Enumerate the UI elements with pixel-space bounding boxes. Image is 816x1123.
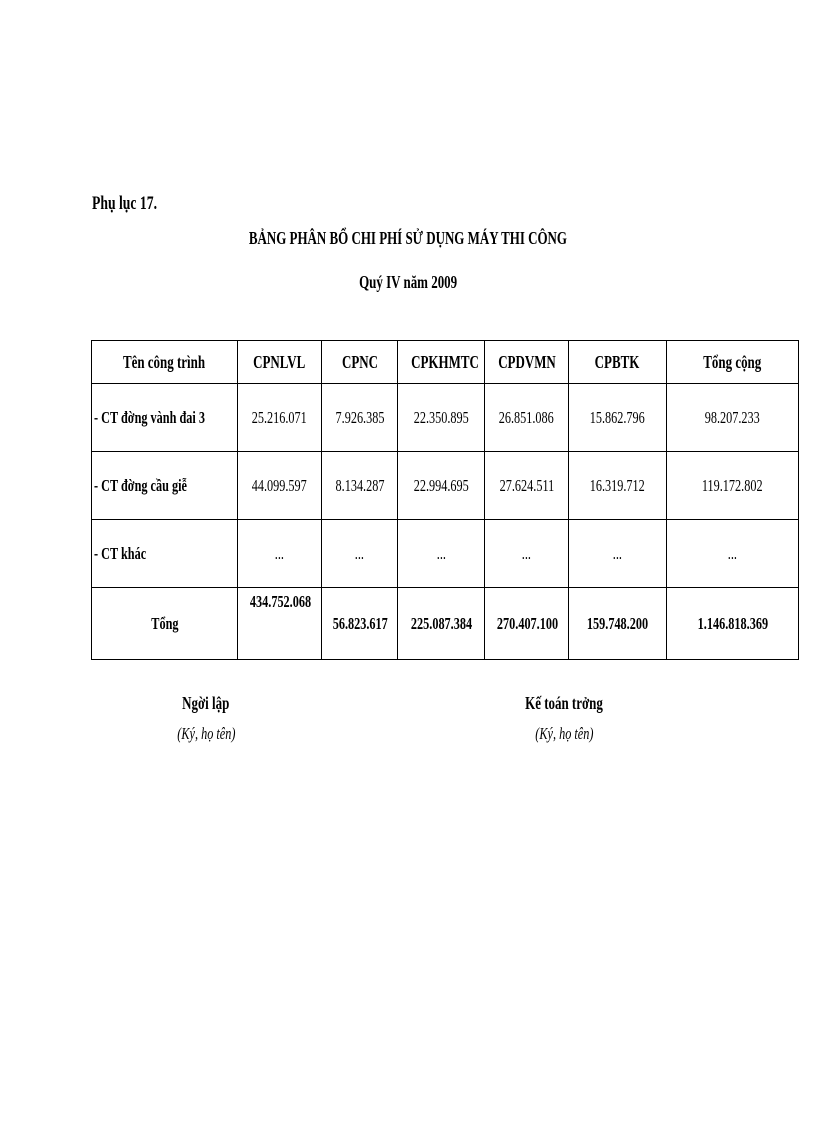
table-cell <box>485 520 569 588</box>
header-cell <box>238 341 322 384</box>
table-cell <box>322 384 398 452</box>
row-label-cell <box>92 452 238 520</box>
cell-value: ... <box>612 543 623 563</box>
cell-value: ... <box>274 543 285 563</box>
total-cell <box>485 588 569 660</box>
table-row <box>92 384 799 452</box>
cell-value: 25.216.071 <box>251 407 308 427</box>
document-subtitle-text: Quý IV năm 2009 <box>358 272 458 292</box>
total-value: 434.752.068 <box>249 592 312 611</box>
header-cell <box>92 341 238 384</box>
document-title-text: BẢNG PHÂN BỔ CHI PHÍ SỬ DỤNG MÁY THI CÔNG <box>248 228 568 248</box>
total-cell <box>398 588 485 660</box>
cell-value: 26.851.086 <box>498 407 555 427</box>
cell-value: 98.207.233 <box>704 407 761 427</box>
preparer-title <box>106 693 306 714</box>
total-label-cell <box>92 588 238 660</box>
table-cell <box>485 384 569 452</box>
preparer-note-text: (Ký, họ tên) <box>176 724 236 743</box>
total-value: 159.748.200 <box>586 613 649 633</box>
table-cell <box>569 520 667 588</box>
row-label: - CT đờng cầu giễ <box>94 475 187 495</box>
table-cell <box>398 384 485 452</box>
row-label-cell <box>92 520 238 588</box>
accountant-signature-block <box>464 693 664 744</box>
cell-value: 27.624.511 <box>499 475 554 495</box>
table-cell <box>238 452 322 520</box>
table-cell <box>238 384 322 452</box>
total-value: 225.087.384 <box>410 613 472 633</box>
accountant-title <box>464 693 664 714</box>
row-label: - CT khác <box>94 543 147 563</box>
document-title <box>0 228 816 249</box>
row-label-cell <box>92 384 238 452</box>
cell-value: 22.350.895 <box>413 407 469 427</box>
cost-allocation-table <box>91 340 799 660</box>
total-value: 56.823.617 <box>332 613 388 633</box>
table-cell <box>398 452 485 520</box>
appendix-label-text: Phụ lục 17. <box>92 193 158 214</box>
table-cell <box>667 384 799 452</box>
total-value: 270.407.100 <box>496 613 559 633</box>
preparer-note <box>106 724 306 744</box>
cell-value: ... <box>727 543 738 563</box>
appendix-label <box>92 193 182 215</box>
accountant-note-text: (Ký, họ tên) <box>534 724 594 743</box>
table-cell <box>667 452 799 520</box>
cell-value: ... <box>521 543 532 563</box>
table-cell <box>238 520 322 588</box>
total-label: Tổng <box>150 613 179 633</box>
header-cpnc: CPNC <box>341 351 378 372</box>
cell-value: 7.926.385 <box>335 407 384 427</box>
header-cell <box>485 341 569 384</box>
table-row <box>92 520 799 588</box>
cell-value: 22.994.695 <box>413 475 469 495</box>
table-row <box>92 452 799 520</box>
cell-value: 119.172.802 <box>702 475 763 495</box>
preparer-title-text: Ngời lập <box>182 693 230 713</box>
table-cell <box>667 520 799 588</box>
table-header-row <box>92 341 799 384</box>
preparer-signature-block <box>106 693 306 744</box>
accountant-note <box>464 724 664 744</box>
header-cell <box>569 341 667 384</box>
cell-value: 44.099.597 <box>251 475 308 495</box>
header-cpbtk: CPBTK <box>595 351 640 372</box>
total-value: 1.146.818.369 <box>697 613 768 633</box>
header-cpkhmtc: CPKHMTC <box>411 351 479 372</box>
header-cell <box>667 341 799 384</box>
document-subtitle <box>0 272 816 293</box>
header-cell <box>322 341 398 384</box>
cell-value: 8.134.287 <box>335 475 384 495</box>
accountant-title-text: Kế toán trởng <box>525 693 603 713</box>
table-cell <box>322 452 398 520</box>
table-cell <box>398 520 485 588</box>
cell-value: 16.319.712 <box>589 475 646 495</box>
table-cell <box>569 384 667 452</box>
header-total: Tổng cộng <box>703 351 762 372</box>
total-cell <box>569 588 667 660</box>
total-cell <box>322 588 398 660</box>
table-total-row <box>92 588 799 660</box>
header-cell <box>398 341 485 384</box>
header-project-name: Tên công trình <box>123 351 206 372</box>
header-cpdvmn: CPDVMN <box>497 351 556 372</box>
table-cell <box>322 520 398 588</box>
total-cell <box>667 588 799 660</box>
total-cell <box>238 588 322 660</box>
header-cpnlvl: CPNLVL <box>253 351 306 372</box>
cell-value: 15.862.796 <box>589 407 646 427</box>
row-label: - CT đờng vành đai 3 <box>94 407 205 427</box>
table-cell <box>485 452 569 520</box>
table-cell <box>569 452 667 520</box>
cell-value: ... <box>436 543 446 563</box>
cell-value: ... <box>354 543 365 563</box>
